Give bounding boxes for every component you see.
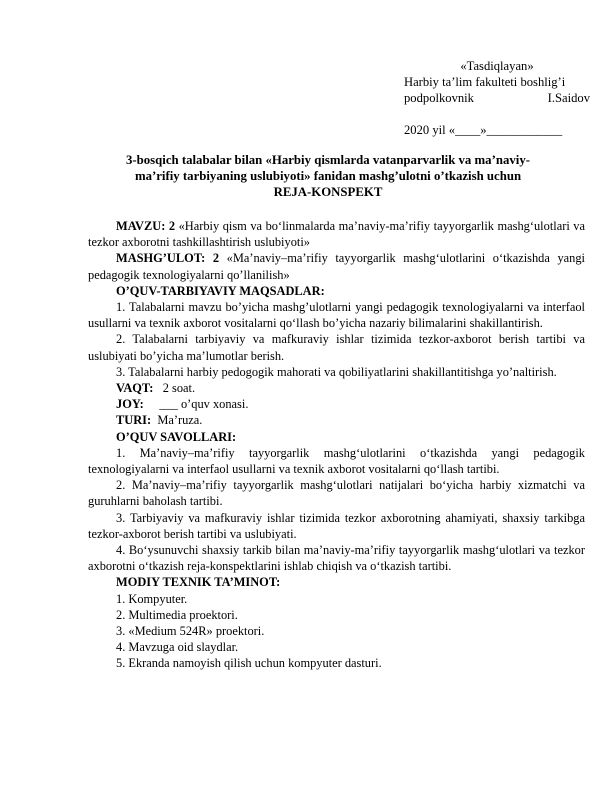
document-title [88,152,568,200]
approval-position: Harbiy ta’lim fakulteti boshlig’i [404,75,566,89]
question-item: 1. Ma’naviy–ma’rifiy tayyorgarlik mashg‘ulotlarini o‘tkazishda yangi pedagogik texnologiyalarni va interfaol usullarni va texnik axborot vositalarni qo‘llash tartibi. [88,445,585,477]
equipment-item: 2. Multimedia proektori. [116,607,238,622]
document-body [88,218,585,672]
approval-heading: «Tasdiqlayan» [460,59,534,73]
question-item: 3. Tarbiyaviy va mafkuraviy ishlar tizimida tezkor axborotning ahamiyati, shaxsiy tarkibga tezkor-axborot berish tartibi va uslubiyati. [88,510,585,541]
time-value: 2 soat. [162,381,196,396]
goal-item: 3. Talabalarni harbiy pedogogik mahorati va qobiliyatlarini shakillantitishga yo’naltirish. [116,364,557,379]
type-line [88,412,585,428]
lesson-text: «Ma’naviy–ma’rifiy tayyorgarlik mashg‘ulotlarini o‘tkazishda yangi pedagogik texnologiyalarni qo’llanilish» [88,251,585,282]
question-item: 4. Bo‘ysunuvchi shaxsiy tarkib bilan ma’naviy-ma’rifiy tayyorgarlik mashg‘ulotlari va tezkor axborotni o‘tkazish reja-konspektlarini ishlab chiqish va o‘tkazish tartibi. [88,543,585,574]
questions-heading: O’QUV SAVOLLARI: [116,429,237,444]
equipment-item: 3. «Medium 524R» proektori. [116,624,265,639]
place-line [88,396,585,412]
equipment-item: 1. Kompyuter. [116,591,188,606]
place-label: JOY: [116,397,144,412]
equipment-item: 5. Ekranda namoyish qilish uchun kompyuter dasturi. [116,656,382,671]
approval-block [404,58,590,138]
approval-name: I.Saidov [547,91,590,105]
title-line-3: REJA-KONSPEKT [273,185,383,199]
title-line-1: 3-bosqich talabalar bilan «Harbiy qismlarda vatanparvarlik va ma’naviy- [126,153,530,167]
time-label: VAQT: [116,381,154,396]
type-label: TURI: [116,413,152,428]
topic-paragraph [88,218,585,250]
equipment-heading: MODIY TEXNIK TA’MINOT: [116,575,281,590]
equipment-item: 4. Mavzuga oid slaydlar. [116,640,239,655]
question-item: 2. Ma’naviy–ma’rifiy tayyorgarlik mashg‘ulotlari natijalari bo‘yicha harbiy xizmatchi va guruhlarni baholash tartibi. [88,478,585,509]
topic-label: MAVZU: 2 [116,219,176,233]
lesson-label: MASHG’ULOT: 2 [116,251,220,266]
goal-item: 2. Talabalarni tarbiyaviy va mafkuraviy ishlar tizimida tezkor-axborot berish tartibi va uslubiyati bo’yicha ma’lumotlar berish. [88,332,585,363]
time-line [88,380,585,396]
goal-item: 1. Talabalarni mavzu bo’yicha mashg’ulotlarni yangi pedagogik texnologiyalarni va interfaol usullarni va texnik axborot vositalarni qo‘llash bo’yicha nazariy bilimalarini shakillantirish. [88,300,585,331]
topic-text: «Harbiy qism va bo‘linmalarda ma’naviy-ma’rifiy tayyorgarlik mashg‘ulotlari va tezkor axborotni tashkillashtirish uslubiyoti» [88,219,585,250]
type-value: Ma’ruza. [157,413,203,428]
approval-date: 2020 yil «____»____________ [404,123,563,137]
approval-signatory [404,90,590,106]
lesson-paragraph [88,250,585,282]
place-value: ___ o’quv xonasi. [159,397,249,412]
goals-heading: O’QUV-TARBIYAVIY MAQSADLAR: [116,283,325,298]
title-line-2: ma’rifiy tarbiyaning uslubiyoti» fanidan mashg’ulotni o’tkazish uchun [134,169,522,183]
approval-rank: podpolkovnik [404,91,474,105]
